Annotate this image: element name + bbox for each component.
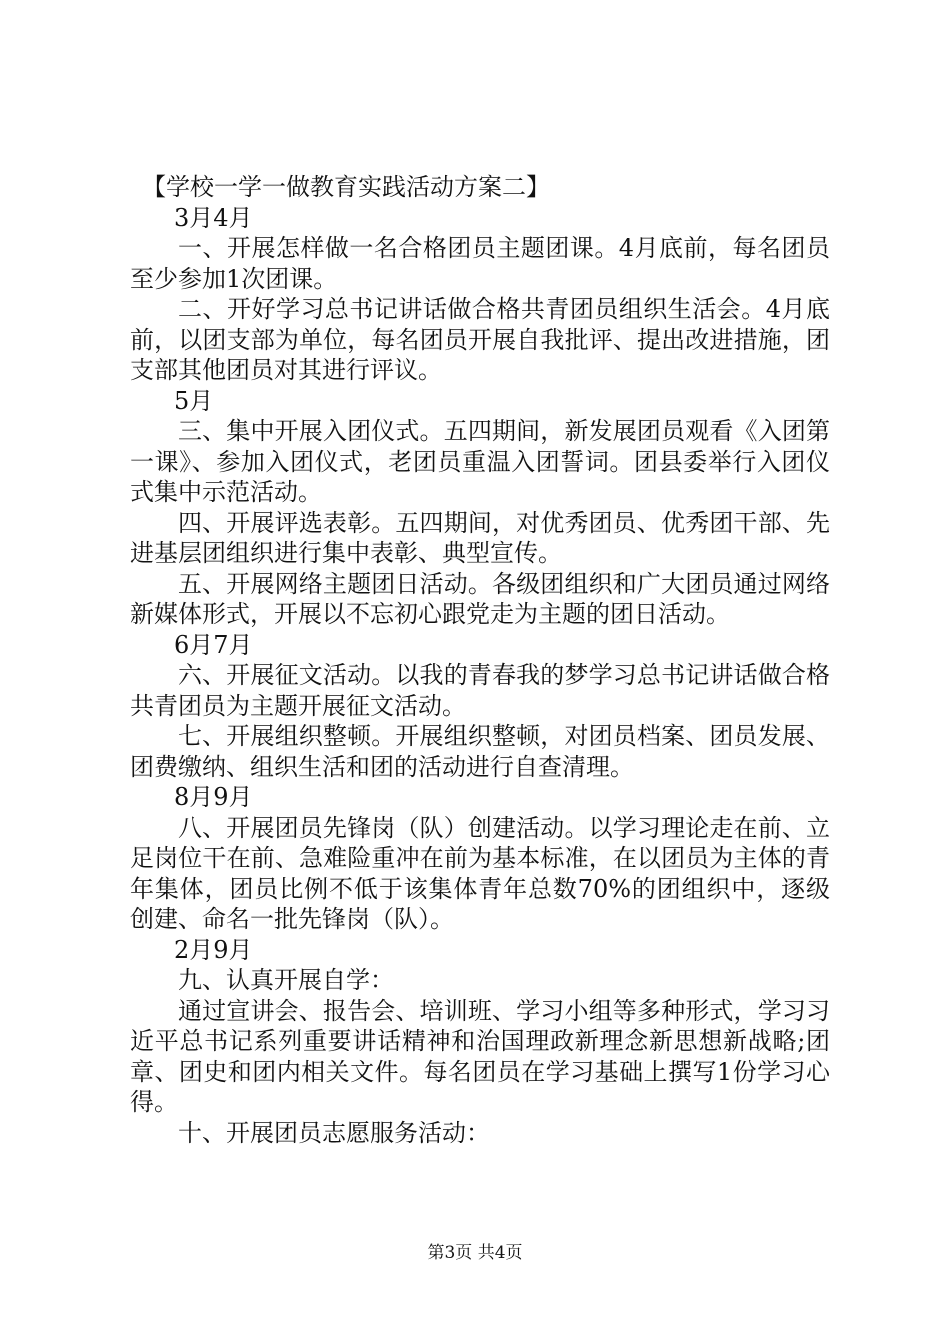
document-title: 【学校一学一做教育实践活动方案二】 xyxy=(142,173,550,201)
body-paragraph: 十、开展团员志愿服务活动： xyxy=(178,1118,490,1147)
page-number-label: 第3页 共4页 xyxy=(427,1243,523,1263)
body-paragraph: 三、集中开展入团仪式。五四期间，新发展团员观看《入团第一课》、参加入团仪式，老团员重温入团誓词。团县委举行入团仪式集中示范活动。 xyxy=(130,417,830,506)
body-paragraph: 九、认真开展自学： xyxy=(178,966,394,994)
body-paragraph: 五、开展网络主题团日活动。各级团组织和广大团员通过网络新媒体形式，开展以不忘初心跟党走为主题的团日活动。 xyxy=(130,569,830,628)
schedule-date: 5月 xyxy=(174,386,214,415)
body-paragraph: 通过宣讲会、报告会、培训班、学习小组等多种形式，学习习近平总书记系列重要讲话精神和治国理政新理念新思想新战略;团章、团史和团内相关文件。每名团员在学习基础上撰写1份学习心得。 xyxy=(130,996,830,1116)
schedule-date: 2月9月 xyxy=(174,935,253,964)
document-body xyxy=(130,172,830,1148)
body-paragraph: 八、开展团员先锋岗（队）创建活动。以学习理论走在前、立足岗位干在前、急难险重冲在前为基本标准，在以团员为主体的青年集体，团员比例不低于该集体青年总数70%的团组织中，逐级创建、命名一批先锋岗（队）。 xyxy=(130,813,830,933)
body-paragraph: 七、开展组织整顿。开展组织整顿，对团员档案、团员发展、团费缴纳、组织生活和团的活动进行自查清理。 xyxy=(130,722,830,781)
page-footer xyxy=(0,1242,950,1264)
body-paragraph: 六、开展征文活动。以我的青春我的梦学习总书记讲话做合格共青团员为主题开展征文活动。 xyxy=(130,661,830,720)
body-paragraph: 四、开展评选表彰。五四期间，对优秀团员、优秀团干部、先进基层团组织进行集中表彰、典型宣传。 xyxy=(130,508,830,567)
schedule-date: 6月7月 xyxy=(174,630,253,659)
body-paragraph: 二、开好学习总书记讲话做合格共青团员组织生活会。4月底前，以团支部为单位，每名团员开展自我批评、提出改进措施，团支部其他团员对其进行评议。 xyxy=(130,295,830,384)
body-paragraph: 一、开展怎样做一名合格团员主题团课。4月底前，每名团员至少参加1次团课。 xyxy=(130,234,830,293)
schedule-date: 8月9月 xyxy=(174,783,253,811)
schedule-date: 3月4月 xyxy=(174,203,253,232)
